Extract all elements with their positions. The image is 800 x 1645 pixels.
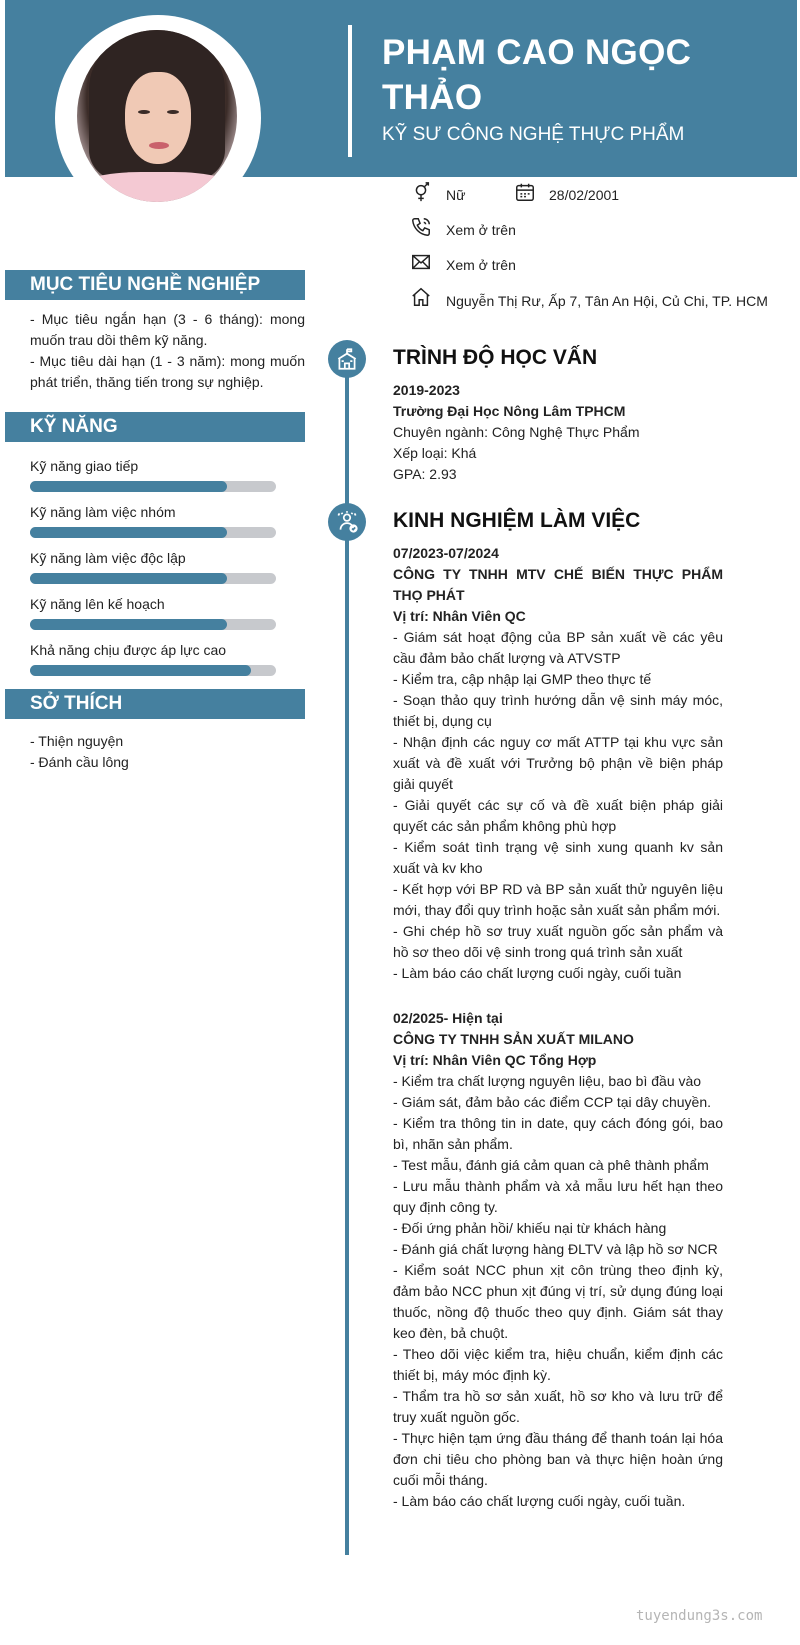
skill-bar-fill — [30, 481, 227, 492]
skill-label: Khả năng chịu được áp lực cao — [30, 642, 227, 658]
job-period: 02/2025- Hiện tại — [393, 1010, 503, 1026]
job-duty: - Đánh giá chất lượng hàng ĐLTV và lập hồ sơ NCR — [393, 1241, 718, 1257]
skill-bar-fill — [30, 619, 227, 630]
job-duty: - Test mẫu, đánh giá cảm quan cà phê thành phẩm — [393, 1157, 709, 1173]
job-duty: - Kiểm tra chất lượng nguyên liệu, bao bì đầu vào — [393, 1073, 702, 1089]
education-major: Chuyên ngành: Công Nghệ Thực Phẩm — [393, 424, 640, 440]
skill-bar — [30, 527, 276, 538]
job-entry — [393, 1008, 723, 1512]
skill-bar — [30, 481, 276, 492]
address-value: Nguyễn Thị Rư, Ấp 7, Tân An Hội, Củ Chi, TP. HCM — [446, 293, 768, 309]
skill-item — [30, 457, 276, 492]
skill-item — [30, 503, 276, 538]
job-duty: - Làm báo cáo chất lượng cuối ngày, cuối tuần — [393, 965, 682, 981]
job-position: Vị trí: Nhân Viên QC — [393, 608, 526, 624]
job-duty: - Làm báo cáo chất lượng cuối ngày, cuối tuần. — [393, 1493, 686, 1509]
job-duty: - Giám sát, đảm bảo các điểm CCP tại dây chuyền. — [393, 1094, 711, 1110]
skills-heading: KỸ NĂNG — [5, 412, 305, 442]
job-duty: - Thẩm tra hồ sơ sản xuất, hồ sơ kho và lưu trữ để truy xuất nguồn gốc. — [393, 1388, 723, 1425]
skill-bar — [30, 573, 276, 584]
skill-label: Kỹ năng lên kế hoạch — [30, 596, 165, 612]
skill-label: Kỹ năng làm việc nhóm — [30, 504, 176, 520]
education-school: Trường Đại Học Nông Lâm TPHCM — [393, 403, 626, 419]
job-duty: - Giám sát hoạt động của BP sản xuất về các yêu cầu đảm bảo chất lượng và ATVSTP — [393, 629, 723, 666]
education-gpa: GPA: 2.93 — [393, 466, 457, 482]
calendar-icon — [514, 181, 536, 203]
skill-bar — [30, 619, 276, 630]
skill-item — [30, 595, 276, 630]
job-entry — [393, 543, 723, 984]
home-icon — [410, 286, 432, 308]
objective-heading: MỤC TIÊU NGHỀ NGHIỆP — [5, 270, 305, 300]
job-duty: - Nhận định các nguy cơ mất ATTP tại khu vực sản xuất và đề xuất với Trưởng bộ phận về biện pháp giải quyết — [393, 734, 723, 792]
avatar-photo — [77, 30, 237, 202]
objective-long-term: - Mục tiêu dài hạn (1 - 3 năm): mong muốn phát triển, thăng tiến trong sự nghiệp. — [30, 353, 305, 390]
job-duty: - Soạn thảo quy trình hướng dẫn vệ sinh máy móc, thiết bị, dụng cụ — [393, 692, 723, 729]
job-period: 07/2023-07/2024 — [393, 545, 499, 561]
skill-label: Kỹ năng giao tiếp — [30, 458, 139, 474]
education-period: 2019-2023 — [393, 382, 460, 398]
job-duty: - Đối ứng phản hồi/ khiếu nại từ khách hàng — [393, 1220, 667, 1236]
skill-bar-fill — [30, 573, 227, 584]
school-icon — [328, 340, 366, 378]
dob-value: 28/02/2001 — [549, 187, 620, 203]
gender-icon — [410, 181, 432, 203]
skill-bar-fill — [30, 665, 251, 676]
education-rank: Xếp loại: Khá — [393, 445, 477, 461]
job-duty: - Kết hợp với BP RD và BP sản xuất thử nguyên liệu mới, thay đổi quy trình hoặc sản xuất sản phẩm mới. — [393, 881, 723, 918]
job-duty: - Kiểm soát NCC phun xịt côn trùng theo định kỳ, đảm bảo NCC phun xịt đúng vị trí, sử dụng đúng loại thuốc, nồng độ thuốc theo quy định. Giám sát thay keo đèn, bả chuột. — [393, 1262, 723, 1341]
hobby-item: - Thiện nguyện — [30, 733, 124, 749]
job-position: Vị trí: Nhân Viên QC Tổng Hợp — [393, 1052, 597, 1068]
job-company: CÔNG TY TNHH MTV CHẾ BIẾN THỰC PHẨM THỌ PHÁT — [393, 566, 723, 603]
phone-value: Xem ở trên — [446, 222, 516, 238]
hobbies-heading: SỞ THÍCH — [5, 689, 305, 719]
job-duty: - Kiểm soát tình trạng vệ sinh xung quanh kv sản xuất và kv kho — [393, 839, 723, 876]
hobby-item: - Đánh cầu lông — [30, 754, 129, 770]
mail-icon — [410, 251, 432, 273]
skill-bar-fill — [30, 527, 227, 538]
job-company: CÔNG TY TNHH SẢN XUẤT MILANO — [393, 1031, 634, 1047]
objective-short-term: - Mục tiêu ngắn hạn (3 - 6 tháng): mong muốn trau dồi thêm kỹ năng. — [30, 311, 305, 348]
job-duty: - Lưu mẫu thành phẩm và xả mẫu lưu hết hạn theo quy định công ty. — [393, 1178, 723, 1215]
skill-item — [30, 641, 276, 676]
phone-icon — [410, 216, 432, 238]
watermark: tuyendung3s.com — [636, 1608, 763, 1624]
candidate-title: KỸ SƯ CÔNG NGHỆ THỰC PHẨM — [382, 124, 685, 145]
skill-label: Kỹ năng làm việc độc lập — [30, 550, 186, 566]
email-value: Xem ở trên — [446, 257, 516, 273]
experience-heading: KINH NGHIỆM LÀM VIỆC — [393, 509, 641, 532]
gender-value: Nữ — [446, 187, 466, 203]
candidate-name: PHẠM CAO NGỌC THẢO — [382, 33, 692, 117]
job-duty: - Kiểm tra, cập nhập lại GMP theo thực tế — [393, 671, 652, 687]
header-divider — [348, 25, 352, 157]
job-duty: - Theo dõi việc kiểm tra, hiệu chuẩn, kiểm định các thiết bị, máy móc định kỳ. — [393, 1346, 723, 1383]
job-duty: - Kiểm tra thông tin in date, quy cách đóng gói, bao bì, nhãn sản phẩm. — [393, 1115, 723, 1152]
skill-item — [30, 549, 276, 584]
skill-bar — [30, 665, 276, 676]
job-duty: - Thực hiện tạm ứng đầu tháng để thanh toán lại hóa đơn chi tiêu cho phòng ban và thực hiện hoàn ứng cuối mỗi tháng. — [393, 1430, 723, 1488]
job-duty: - Ghi chép hồ sơ truy xuất nguồn gốc sản phẩm và hồ sơ theo dõi vệ sinh trong quá trình sản xuất — [393, 923, 723, 960]
education-heading: TRÌNH ĐỘ HỌC VẤN — [393, 346, 598, 369]
job-duty: - Giải quyết các sự cố và đề xuất biện pháp giải quyết các sản phẩm không phù hợp — [393, 797, 723, 834]
team-icon — [328, 503, 366, 541]
